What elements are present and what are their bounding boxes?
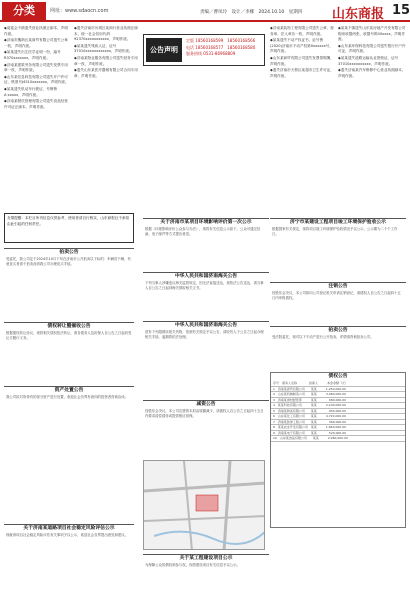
table-row: 6 山东某化工有限公司 某某 4,720,000.00	[271, 414, 405, 420]
notice-title: 拍卖公告	[59, 250, 79, 255]
section-title: 分类	[2, 2, 46, 20]
classified-item: ◆遗失济南某汽车维修中心营业执照副本，声明作废。	[338, 68, 406, 78]
notice-body: 根据债权转让协议，现将相关债权依法转让，请各债务人及担保人自公告之日起向受让方履行义务。	[6, 331, 132, 341]
notice-body: 兹有下列超期未报关货物，依照有关规定予以公告，请收货人于公告之日起办理相关手续，逾期将依法处理。	[145, 330, 264, 340]
notice-title: 关于济南某道路项目社会稳定风险评估公示	[23, 526, 115, 531]
classified-item: ◆遗失济南市历城区某商行营业执照正副本，统一社会信用代码92370xxxxxxxxxxx，声明作废。	[74, 26, 138, 42]
notice-body: 下列当事人涉嫌违反海关监管规定，因无法直接送达，现依法公告送达，请当事人自公告之日起到海关领取相关文书。	[145, 281, 264, 291]
classified-item: ◆某某遗失不动产权证书，证号鲁(2020)济南市不动产权第0xxxxxx号，声明作废。	[270, 38, 333, 54]
table-row: 3 济南某建材经营部 某某 680,000.00	[271, 398, 405, 404]
classified-item: ◆济南某建筑劳务有限公司遗失发票专用章一枚，声明作废。	[4, 62, 68, 73]
newspaper-name: 山东商报	[332, 7, 385, 22]
table-title: 债权公告	[328, 374, 348, 379]
classified-item: ◆某某遗失道路运输从业资格证，证号37010xxxxxxxxxx，声明作废。	[338, 55, 399, 66]
page-number: 15	[392, 3, 410, 18]
classified-item: ◆山东某商贸有限公司遗失发票领购簿，声明作废。	[270, 55, 334, 66]
classified-item: ◆济南某装饰工程有限公司遗失公章、财务章、法人章各一枚，声明作废。	[270, 26, 334, 36]
location-map	[143, 460, 265, 550]
notice-body: 受委托，我公司定于2024年10月下旬在济南市公开拍卖以下标的：车辆若干辆，有意竞买者请于拍卖前到我公司办理竞买手续。	[6, 257, 131, 267]
ad-service-box	[143, 34, 265, 66]
ad-phone-line: 定版 18560168599 18560168566	[186, 38, 256, 43]
notice-title: 关于济南市某项目环境影响评价第一次公示	[160, 220, 252, 225]
classified-item: ◆山东某环保科技有限公司遗失银行开户许可证，声明作废。	[338, 43, 406, 54]
notice-title: 注销公告	[328, 284, 348, 289]
notice-title: 债权转让暨催收公告	[47, 324, 91, 329]
classified-column-3	[270, 26, 334, 212]
notice-5	[143, 321, 269, 376]
table-row: 10 山东某食品有限公司 某某 2,960,000.00	[271, 436, 405, 442]
classified-item: ◆遗失山东某医疗器械有限公司合同专用章，声明作废。	[74, 68, 138, 78]
table-row: 7 济南某装饰工程公司 某某 360,000.00	[271, 420, 405, 426]
notice-title: 资产处置公告	[54, 388, 84, 393]
ad-service-title: 公告声明	[146, 38, 182, 62]
classified-item: ◆山东某信息科技有限公司遗失开户许可证，核准号J4510xxxxxxx，声明作废。	[4, 74, 69, 85]
notice-3	[143, 218, 269, 268]
notice-4	[143, 272, 269, 317]
notice-1	[4, 322, 134, 382]
classified-column-4	[338, 26, 406, 212]
notice-body: 经股东会决议，本公司注册资本拟由原额减少，请债权人自公告之日起四十五日内要求清偿债务或提供相应担保。	[145, 409, 264, 419]
classified-item: ◆某某遗失机动车行驶证，号牌鲁A·xxxxx，声明作废。	[4, 86, 58, 97]
masthead	[0, 0, 410, 22]
table-row: 序号 债务人名称 担保人 本金余额（元）	[271, 381, 405, 387]
notice-title: 中华人民共和国济南海关公告	[174, 323, 238, 328]
notice-title: 关于某工程建设项目公示	[179, 556, 233, 561]
notice-10	[4, 524, 134, 598]
notice-6	[270, 218, 406, 278]
notice-0	[4, 248, 134, 318]
classified-item: ◆某某不慎遗失山东某房地产开发有限公司购房收据两张，收据号码00xxxx，声明作废。	[338, 26, 406, 42]
notice-8	[270, 326, 406, 366]
table-row: 2 山东某机械制造公司 某某 3,480,000.00	[271, 392, 405, 398]
ad-phone-line: 服务热线 0531-86968809	[186, 51, 236, 56]
notice-title: 中华人民共和国济南海关公告	[174, 274, 238, 279]
classified-item: ◆莫铭会不慎遗失营业执照正副本，声明作废。	[4, 26, 68, 36]
notice-body: 经股东会决议，本公司拟向公司登记机关申请注销登记，请债权人自公告之日起四十五日内申报债权。	[272, 291, 401, 301]
classified-item: ◆济南某物业服务有限公司遗失财务专用章一枚，声明作废。	[74, 55, 138, 66]
dateline: 责编／曹凤玲 设计／李娜 2024.10.10 星期四	[200, 10, 303, 15]
debt-table	[270, 372, 406, 528]
notice-title: 拍卖公告	[328, 328, 348, 333]
map-graphic	[144, 461, 265, 550]
notice-title: 减资公告	[196, 402, 216, 407]
notice-title: 济宁市某建设工程项目竣工环境保护验收公示	[290, 220, 386, 225]
notice-9	[143, 400, 269, 455]
classified-item: ◆济南某餐饮管理有限公司遗失食品经营许可证正副本，声明作废。	[4, 99, 68, 109]
disclaimer-box: 友情提醒：本栏目所刊信息仅供参考，使用者请自行核实，山东商报社不承担由此引起的任何责任。	[4, 213, 134, 243]
notice-body: 受法院委托，现对以下不动产进行公开拍卖，详情请咨询拍卖公司。	[272, 335, 374, 339]
classified-item: ◆济南市槐荫区某商贸有限公司遗失公章一枚，声明作废。	[4, 38, 68, 48]
notice-body: 现就该项目社会稳定风险评估有关事项予以公示，欢迎社会各界提出意见和建议。	[6, 533, 129, 537]
table-row: 9 济南某电子有限公司 某某 520,000.00	[271, 431, 405, 437]
notice-body: 为保障公众知情权和参与权，现将建设项目有关信息予以公示。	[145, 563, 240, 567]
table-row: 4 某某科技有限公司 某某 2,100,000.00	[271, 403, 405, 409]
table-row: 5 济南某物流有限公司 某某 950,000.00	[271, 409, 405, 415]
classified-item: ◆某某遗失出生医学证明一份，编号R370xxxxxxx，声明作废。	[4, 50, 61, 60]
classified-column-1	[4, 26, 70, 212]
ad-phone-line: 电话 18560168577 18560168580	[186, 44, 256, 50]
classified-item: ◆某某遗失残疾人证，证号37010xxxxxxxxxxxx，声明作废。	[74, 43, 133, 54]
table-row: 8 某某农业开发有限公司 某某 1,840,000.00	[271, 425, 405, 431]
notice-body: 根据《环境影响评价公众参与办法》，现将有关信息公示如下，公众可通过信函、电子邮件等方式提出意见。	[145, 227, 261, 237]
notice-2	[4, 386, 134, 446]
classified-column-2	[74, 26, 140, 212]
classified-item: ◆遗失济南市天桥区某超市卫生许可证，声明作废。	[270, 68, 334, 78]
notice-11	[143, 554, 269, 598]
table-row: 1 济南某商贸有限公司 某某 1,250,000.00	[271, 387, 405, 393]
site-url: 网址：www.sdaocn.com	[50, 8, 109, 14]
notice-body: 根据国家有关规定，现将项目竣工环境保护验收情况予以公示，公示期为二十个工作日。	[272, 227, 398, 237]
notice-7	[270, 282, 406, 322]
notice-body: 我公司拟对所持有的部分资产进行处置，欢迎社会各界有意向的投资者咨询洽谈。	[6, 395, 129, 399]
